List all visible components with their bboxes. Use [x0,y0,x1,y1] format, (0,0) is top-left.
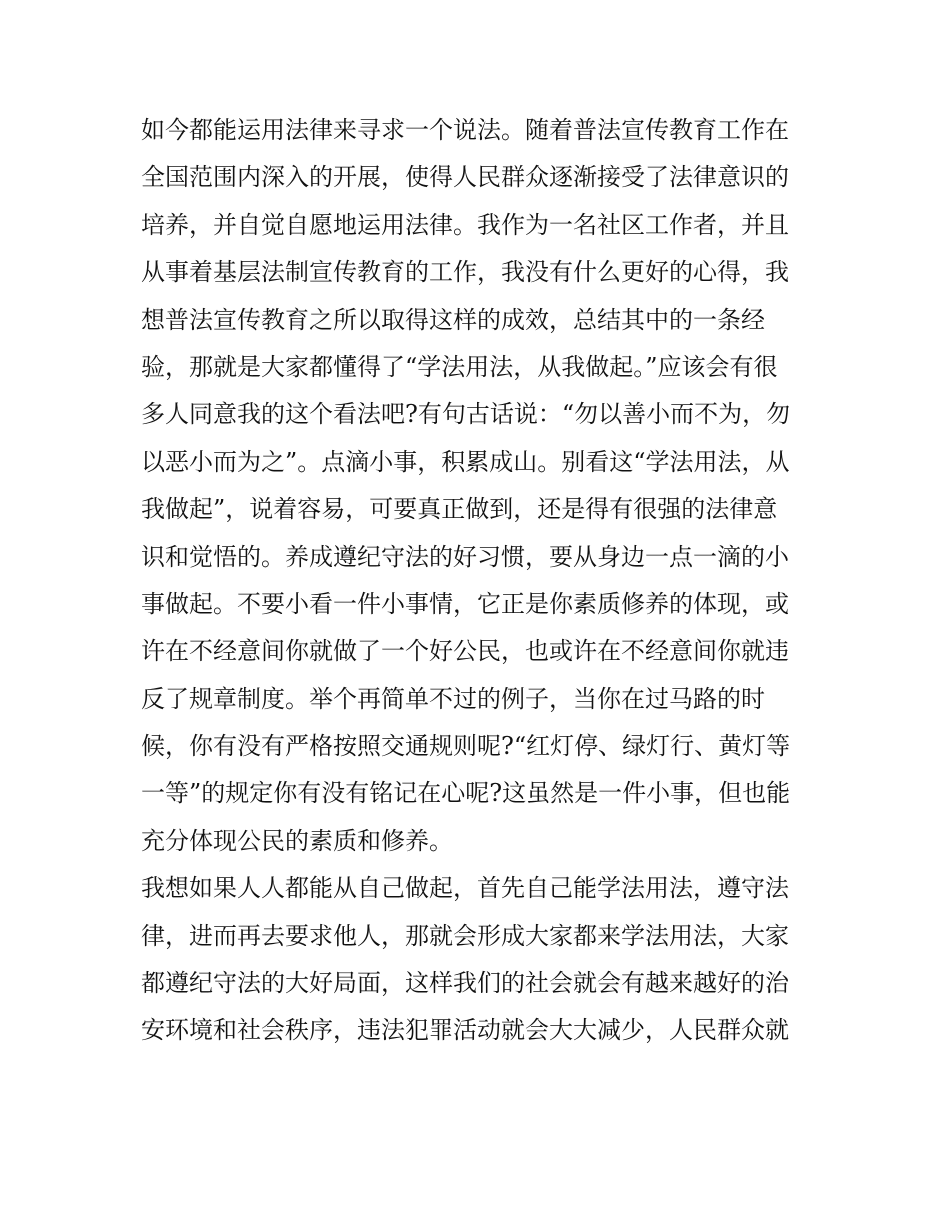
text-line: 律，进而再去要求他人，那就会形成大家都来学法用法，大家 [141,921,789,950]
body-text [141,107,821,1055]
text-line: 事做起。不要小看一件小事情，它正是你素质修养的体现，或 [141,589,789,618]
text-line: 全国范围内深入的开展，使得人民群众逐渐接受了法律意识的 [141,163,789,192]
text-line: 如今都能运用法律来寻求一个说法。随着普法宣传教育工作在 [141,116,789,144]
text-line: 想普法宣传教育之所以取得这样的成效，总结其中的一条经 [141,305,765,334]
text-line: 反了规章制度。举个再简单不过的例子，当你在过马路的时 [141,684,765,713]
text-line: 安环境和社会秩序，违法犯罪活动就会大大减少，人民群众就 [141,1016,789,1045]
text-line: 充分体现公民的素质和修养。 [141,826,453,855]
text-line: 培养，并自觉自愿地运用法律。我作为一名社区工作者，并且 [141,210,789,239]
text-line: 都遵纪守法的大好局面，这样我们的社会就会有越来越好的治 [141,969,789,998]
text-line: 我想如果人人都能从自己做起，首先自己能学法用法，遵守法 [141,874,789,903]
text-line: 从事着基层法制宣传教育的工作，我没有什么更好的心得，我 [141,258,789,287]
text-line: 以恶小而为之”。点滴小事，积累成山。别看这“学法用法，从 [141,447,790,476]
text-line: 多人同意我的这个看法吧?有句古话说：“勿以善小而不为，勿 [141,400,791,429]
text-line: 识和觉悟的。养成遵纪守法的好习惯，要从身边一点一滴的小 [141,542,789,571]
text-line: 我做起”，说着容易，可要真正做到，还是得有很强的法律意 [141,495,778,524]
text-line: 验，那就是大家都懂得了“学法用法，从我做起。”应该会有很 [141,352,778,381]
text-line: 候，你有没有严格按照交通规则呢?“红灯停、绿灯行、黄灯等 [141,732,791,761]
text-line: 一等”的规定你有没有铭记在心呢?这虽然是一件小事，但也能 [141,779,791,808]
text-line: 许在不经意间你就做了一个好公民，也或许在不经意间你就违 [141,637,789,666]
